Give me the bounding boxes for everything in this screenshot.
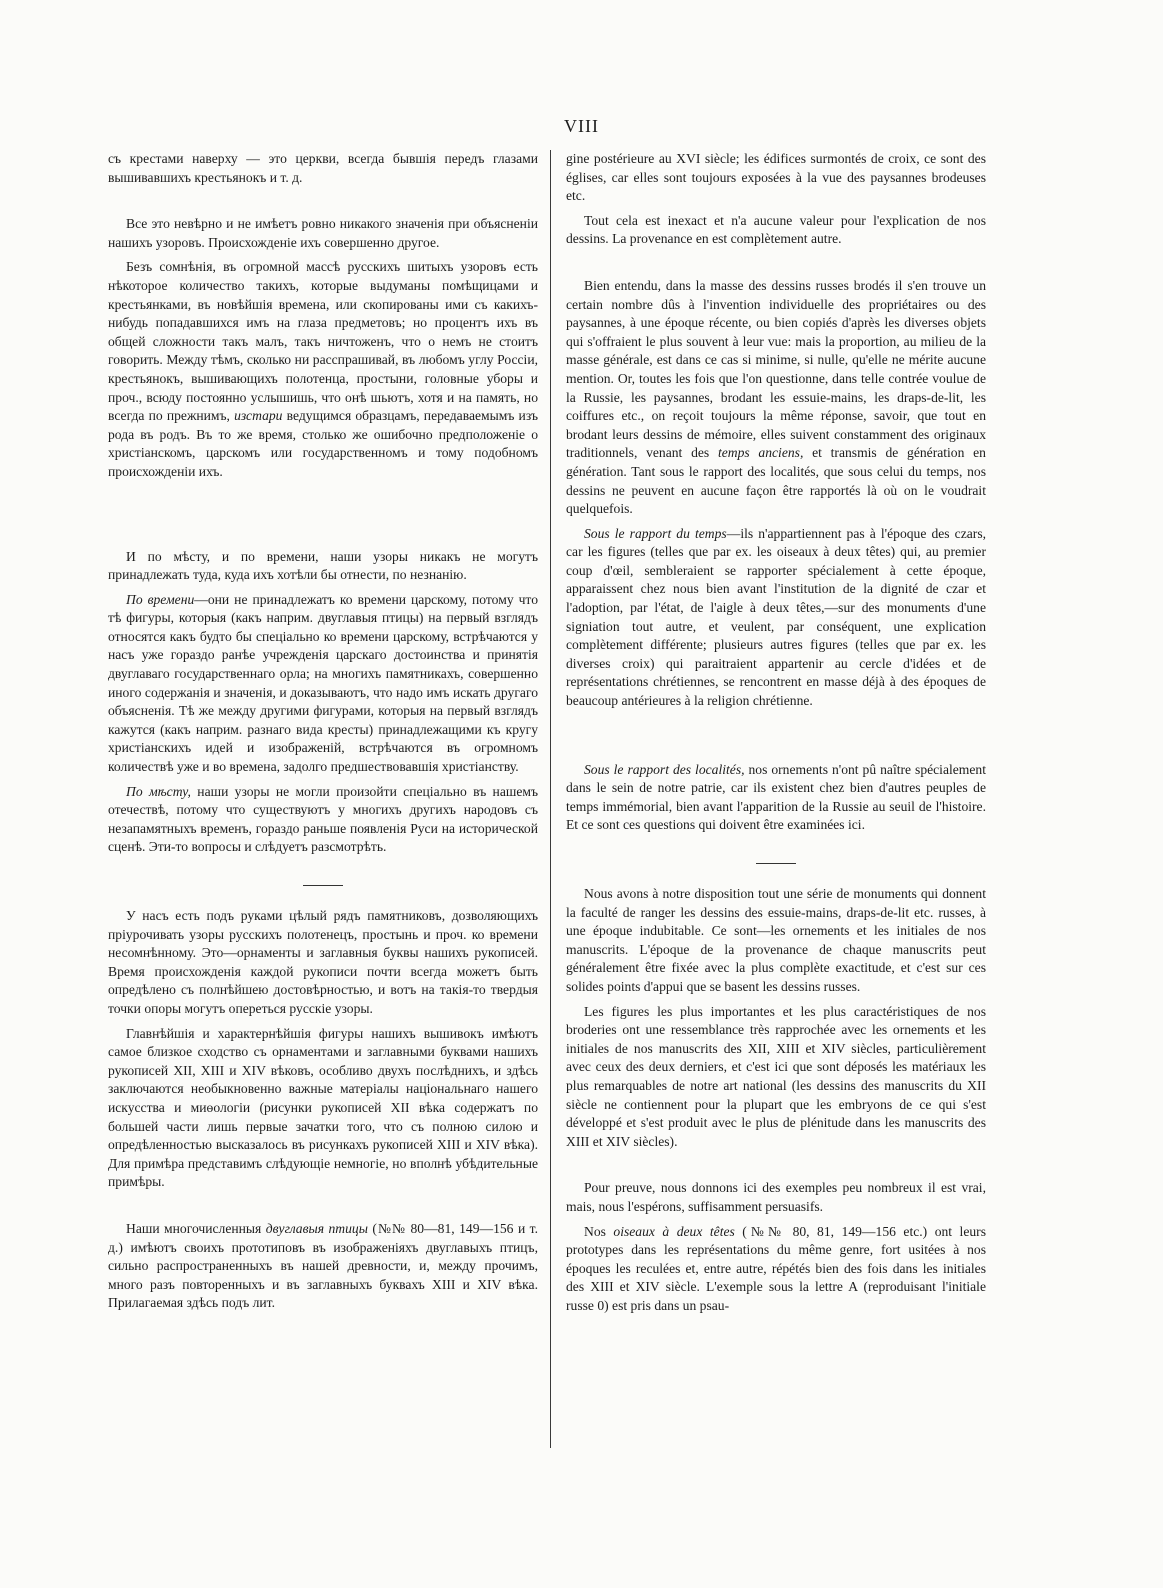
section-rule: [108, 863, 538, 907]
paragraph: Bien entendu, dans la masse des dessins russes brodés il s'en trouve un certain nombre dûs à l'invention individuelle des propriétaires ou des paysannes, à une époque récente, ou bien copiés d'après les diverses objets qui s'offraient le plus souvent à leur vue: mais la proportion, au milieu de la masse générale, est dans ce cas si minime, si nulle, qu'elle ne mérite aucune mention. Or, toutes les fois que l'on questionne, dans telle contrée voulue de la Russie, les paysannes, brodant les essuie-mains, les draps-de-lit, les coiffures etc., on reçoit toujours la même réponse, savoir, que tout en brodant leurs dessins de mémoire, elles suivent constamment des originaux traditionnels, venant des temps anciens, et transmis de génération en génération. Tant sous le rapport des localités, que sous celui du temps, nos dessins ne peuvent en aucune façon être rapportés là où on le voudrait quelquefois.: [566, 277, 986, 517]
paragraph: Наши многочисленныя двуглавыя птицы (№№ 80—81, 149—156 и т. д.) имѣютъ своихъ прототиповъ въ изображеніяхъ двуглавыхъ птицъ, сильно распространенныхъ въ нашей древности, и, между прочимъ, много разъ повторенныхъ и въ заглавныхъ буквахъ XIII и XIV вѣка. Прилагаемая здѣсь подъ лит.: [108, 1220, 538, 1311]
russian-column: [108, 150, 538, 1319]
french-column: [566, 150, 986, 1321]
section-rule: [566, 841, 986, 885]
paragraph: По мѣсту, наши узоры не могли произойти спеціально въ нашемъ отечествѣ, потому что существуютъ у многихъ другихъ народовъ съ незапамятныхъ временъ, гораздо раньше появленія Руси на исторической сценѣ. Эти-то вопросы и слѣдуетъ разсмотрѣть.: [108, 783, 538, 855]
paragraph: gine postérieure au XVI siècle; les édifices surmontés de croix, ce sont des églises, car elles sont toujours exposées à la vue des paysannes brodeuses etc.: [566, 151, 986, 204]
paragraph: И по мѣсту, и по времени, наши узоры никакъ не могутъ принадлежать туда, куда ихъ хотѣли бы отнести, по незнанію.: [108, 548, 538, 583]
paragraph: съ крестами наверху — это церкви, всегда бывшія передъ глазами вышивавшихъ крестьянокъ и т. д.: [108, 151, 538, 185]
paragraph: Nous avons à notre disposition tout une série de monuments qui donnent la faculté de ranger les dessins des essuie-mains, draps-de-lit etc. russes, à une époque indubitable. Ce sont—les ornements et les initiales de nos manuscrits. L'époque de la provenance de chaque manuscrits peut généralement être fixée avec la plus complète exactitude, et c'est sur ces solides points d'appui que se basent les dessins russes.: [566, 886, 986, 994]
page-number: VIII: [564, 116, 599, 136]
paragraph: Nos oiseaux à deux têtes (№№ 80, 81, 149—156 etc.) ont leurs prototypes dans les représentations du même genre, fort usitées à nos époques les reculées et, entre autre, répétés bien des fois dans les initiales des XIII et XIV siècle. L'exemple sous la lettre A (reproduisant l'initiale russe 0) est pris dans un psau-: [566, 1223, 986, 1313]
paragraph: Tout cela est inexact et n'a aucune valeur pour l'explication de nos dessins. La provenance en est complètement autre.: [566, 212, 986, 247]
paragraph: У насъ есть подъ руками цѣлый рядъ памятниковъ, дозволяющихъ пріурочивать узоры русскихъ полотенецъ, простынь и проч. ко времени несомнѣнному. Это—орнаменты и заглавныя буквы нашихъ рукописей. Время происхожденія каждой рукописи почти всегда можетъ быть опредѣлено съ полнѣйшею достовѣрностью, и вотъ на такія-то твердыя точки опоры могутъ опереться русскіе узоры.: [108, 908, 538, 1016]
paragraph: Все это невѣрно и не имѣетъ ровно никакого значенія при объясненіи нашихъ узоровъ. Происхожденіе ихъ совершенно другое.: [108, 216, 538, 250]
paragraph: По времени—они не принадлежатъ ко времени царскому, потому что тѣ фигуры, которыя (какъ наприм. двуглавыя птицы) на первый взглядъ относятся какъ будто бы спеціально ко времени царскому, встрѣчаются у насъ уже гораздо ранѣе учрежденія царскаго достоинства и принятія двуглаваго государственнаго орла; на многихъ памятникахъ, совершенно иного содержанія и значенія, и доказываютъ, что надо имъ искать другаго объясненія. Тѣ же между другими фигурами, которыя на первый взглядъ кажутся (какъ наприм. разнаго вида кресты) принадлежащими къ кругу христіанскихъ идей и изображеній, встрѣчаются въ огромномъ количествѣ уже и во времена, задолго предшествовавшія христіанству.: [108, 591, 538, 775]
paragraph: Sous le rapport des localités, nos ornements n'ont pû naître spécialement dans le sein de notre patrie, car ils existent chez bien d'autres peuples de temps immémorial, bien avant l'apparition de la Russie au seuil de l'histoire. Et ce sont ces questions qui doivent être examinées ici.: [566, 761, 986, 833]
paragraph: Pour preuve, nous donnons ici des exemples peu nombreux il est vrai, mais, nous l'espérons, suffisamment persuasifs.: [566, 1180, 986, 1214]
paragraph: Безъ сомнѣнія, въ огромной массѣ русскихъ шитыхъ узоровъ есть нѣкоторое количество такихъ, которые выдуманы помѣщицами и крестьянками, въ новѣйшія времена, или скопированы ими съ какихъ-нибудь попадавшихся имъ на глаза предметовъ; но процентъ ихъ въ общей сложности такъ малъ, такъ ничтоженъ, что о немъ не стоитъ говорить. Между тѣмъ, сколько ни расспрашивай, въ любомъ углу Россіи, крестьянокъ, вышивающихъ полотенца, простыни, головные уборы и проч., всюду постоянно услышишь, что онѣ шьютъ, хотя и на память, но всегда по прежнимъ, изстари ведущимся образцамъ, передаваемымъ изъ рода въ родъ. Въ то же время, столько же ошибочно предположеніе о христіанскомъ, царскомъ или государственномъ и тому подобномъ происхожденіи ихъ.: [108, 259, 539, 479]
paragraph: Sous le rapport du temps—ils n'appartiennent pas à l'époque des czars, car les figures (telles que par ex. les oiseaux à deux têtes) qui, au premier coup d'œil, sembleraient se rapporter spécialement à cette époque, apparaissent chez nous bien avant l'institution de la dignité de czar et l'adoption, par l'état, de l'aigle à deux têtes,—sur des monuments d'une signiation tout autre, et veulent, par conséquent, une explication complètement différente; plusieurs autres figures (telles que par ex. les diverses croix) qui paraitraient appartenir au cercle d'idées et de représentations chrétiennes, se rencontrent en masse déjà à des époques de beaucoup antérieures à la religion chrétienne.: [566, 525, 987, 709]
paragraph: Главнѣйшія и характернѣйшія фигуры нашихъ вышивокъ имѣютъ самое близкое сходство съ орнаментами и заглавными буквами нашихъ рукописей XII, XIII и XIV вѣковъ, особливо двухъ послѣднихъ, и здѣсь заключаются необыкновенно важные матеріалы національнаго нашего искусства и миѳологіи (рисунки рукописей XII вѣка содержатъ по большей части лишь первые зачатки того, что съ полною силою и опредѣленностью высказалось въ рисункахъ рукописей XIII и XIV вѣка). Для примѣра представимъ слѣдующіе немногіе, но вполнѣ убѣдительные примѣры.: [108, 1025, 538, 1190]
column-divider: [550, 150, 551, 1448]
paragraph: Les figures les plus importantes et les plus caractéristiques de nos broderies ont une ressemblance très rapprochée avec les ornements et les initiales de nos manuscrits des XII, XIII et XIV siècles, particulièrement avec ceux des deux derniers, et c'est ici que sont déposés les matériaux les plus remarquables de notre art national (les dessins des manuscrits du XII siècle ne contiennent pour la plupart que les embryons de ce qui s'est développé et s'est produit avec le plus de plénitude dans les manuscrits des XIII et XIV siècles).: [566, 1003, 986, 1149]
